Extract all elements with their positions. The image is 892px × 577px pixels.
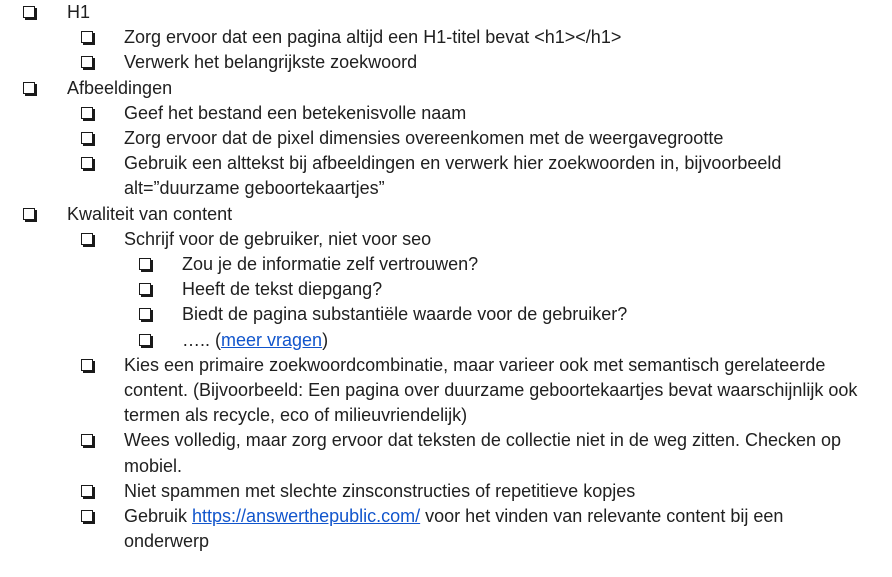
- checklist-item: [0, 50, 892, 75]
- item-text: Geef het bestand een betekenisvolle naam: [124, 102, 467, 123]
- checkbox-icon[interactable]: [23, 208, 35, 220]
- checklist-item-afbeeldingen: [0, 76, 892, 101]
- checkbox-icon[interactable]: [81, 132, 93, 144]
- checklist-subitem: [0, 302, 892, 327]
- item-text-after: voor het vinden van relevante content bij een onderwerp: [124, 506, 784, 552]
- item-text: Schrijf voor de gebruiker, niet voor seo: [124, 228, 432, 249]
- checkbox-icon[interactable]: [81, 107, 93, 119]
- item-text-after: ): [322, 329, 329, 350]
- checkbox-icon[interactable]: [23, 82, 35, 94]
- checklist-subitem: [0, 252, 892, 277]
- checklist-item-kwaliteit: [0, 202, 892, 227]
- checkbox-icon[interactable]: [81, 510, 93, 522]
- item-text: Kies een primaire zoekwoordcombinatie, maar varieer ook met semantisch gerelateerde content. (Bijvoorbeeld: Een pagina over duurzame geboortekaartjes bevat waarschijnlijk ook termen als recycle, eco of milieuvriendelijk): [124, 354, 858, 426]
- item-text: Biedt de pagina substantiële waarde voor de gebruiker?: [182, 304, 628, 325]
- checkbox-icon[interactable]: [23, 6, 35, 18]
- checklist-item: [0, 504, 892, 554]
- checkbox-icon[interactable]: [81, 359, 93, 371]
- checklist-item: [0, 227, 892, 252]
- item-text: Verwerk het belangrijkste zoekwoord: [124, 52, 418, 73]
- checklist-subitem: [0, 277, 892, 302]
- answerthepublic-link[interactable]: https://answerthepublic.com/: [192, 506, 421, 527]
- item-text: Gebruik een alttekst bij afbeeldingen en verwerk hier zoekwoorden in, bijvoorbeeld alt=”duurzame geboortekaartjes”: [124, 153, 782, 199]
- checkbox-icon[interactable]: [81, 56, 93, 68]
- item-text: Kwaliteit van content: [67, 203, 233, 224]
- checkbox-icon[interactable]: [81, 485, 93, 497]
- checkbox-icon[interactable]: [81, 233, 93, 245]
- item-text: Heeft de tekst diepgang?: [182, 279, 383, 300]
- item-text-before: Gebruik: [124, 506, 193, 527]
- item-text: [182, 328, 872, 353]
- checklist-item: [0, 479, 892, 504]
- checklist-item: [0, 126, 892, 151]
- checkbox-icon[interactable]: [139, 334, 151, 346]
- item-text: Afbeeldingen: [67, 77, 173, 98]
- checklist-item: [0, 353, 892, 429]
- checkbox-icon[interactable]: [81, 434, 93, 446]
- item-text: [124, 504, 869, 554]
- checklist-item: [0, 151, 892, 201]
- checkbox-icon[interactable]: [81, 157, 93, 169]
- item-text: Zou je de informatie zelf vertrouwen?: [182, 254, 479, 275]
- item-text-before: ….. (: [182, 329, 221, 350]
- item-text: Zorg ervoor dat de pixel dimensies overeenkomen met de weergavegrootte: [124, 128, 724, 149]
- checkbox-icon[interactable]: [139, 283, 151, 295]
- checkbox-icon[interactable]: [81, 31, 93, 43]
- checkbox-icon[interactable]: [139, 258, 151, 270]
- item-text: Wees volledig, maar zorg ervoor dat teksten de collectie niet in de weg zitten. Checken op mobiel.: [124, 430, 842, 476]
- checklist-subitem: [0, 328, 892, 353]
- item-text: Zorg ervoor dat een pagina altijd een H1-titel bevat <h1></h1>: [124, 27, 622, 48]
- checklist-item: [0, 101, 892, 126]
- checklist-item: [0, 428, 892, 478]
- meer-vragen-link[interactable]: meer vragen: [221, 329, 323, 350]
- checklist-item-h1: [0, 0, 892, 25]
- checkbox-icon[interactable]: [139, 308, 151, 320]
- checklist-item: [0, 25, 892, 50]
- item-text: Niet spammen met slechte zinsconstructies of repetitieve kopjes: [124, 480, 636, 501]
- item-text: H1: [67, 2, 91, 22]
